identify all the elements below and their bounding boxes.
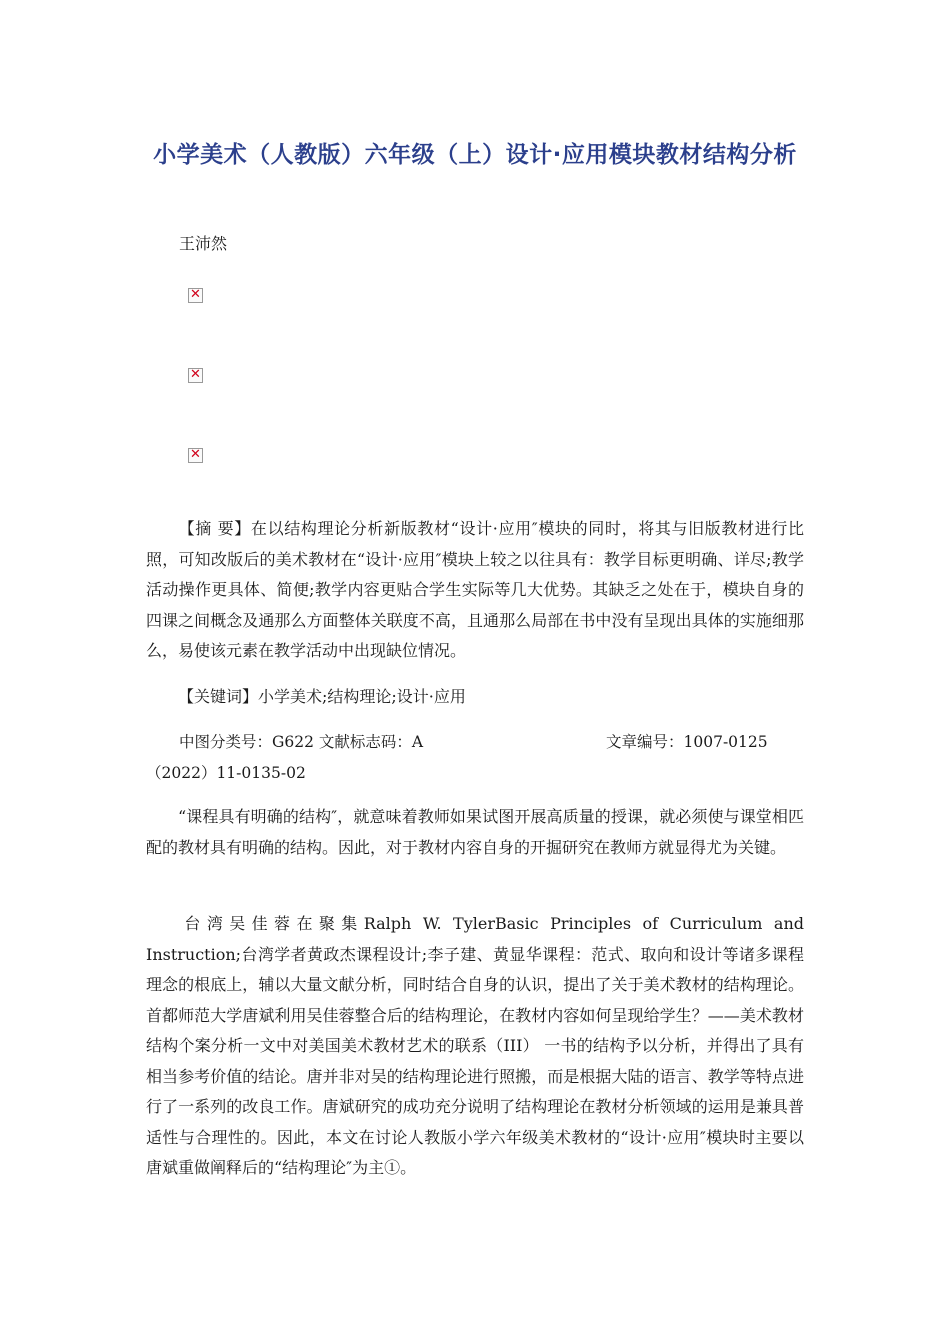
issue-number: （2022）11-0135-02 bbox=[146, 764, 306, 782]
classification-line: 中图分类号：G622 文献标志码：A bbox=[179, 733, 424, 751]
author-name: 王沛然 bbox=[179, 234, 228, 253]
abstract-text: 【摘 要】在以结构理论分析新版教材“设计·应用″模块的同时，将其与旧版教材进行比照，可知改版后的美术教材在“设计·应用″模块上较之以往具有：教学目标更明确、详尽;教学活动操作更具体、简便;教学内容更贴合学生实际等几大优势。其缺乏之处在于，模块自身的四课之间概念及通那么方面整体关联度不高，且通那么局部在书中没有呈现出具体的实施细那么，易使该元素在教学活动中出现缺位情况。 bbox=[146, 519, 804, 660]
article-number: 文章编号：1007-0125 bbox=[606, 733, 768, 751]
keywords-text: 【关键词】小学美术;结构理论;设计·应用 bbox=[178, 687, 466, 706]
article-title: 小学美术（人教版）六年级（上）设计·应用模块教材结构分析 bbox=[153, 142, 797, 168]
broken-image-icon: ✕ bbox=[188, 288, 203, 303]
body-text-1: “课程具有明确的结构″，就意味着教师如果试图开展高质量的授课，就必须使与课堂相匹配的教材具有明确的结构。因此，对于教材内容自身的开掘研究在教师方就显得尤为关键。 bbox=[146, 807, 804, 857]
abstract-paragraph bbox=[146, 514, 804, 667]
broken-image-icon: ✕ bbox=[188, 368, 203, 383]
keywords-paragraph bbox=[146, 682, 804, 713]
body-paragraph-2 bbox=[146, 909, 804, 1184]
body-paragraph-1 bbox=[146, 802, 804, 863]
broken-image-icon: ✕ bbox=[188, 448, 203, 463]
body-text-2: 台湾吴佳蓉在聚集Ralph W. TylerBasic Principles of Curriculum and Instruction;台湾学者黄政杰课程设计;李子建、黄显华课程：范式、取向和设计等诸多课程理念的根底上，辅以大量文献分析，同时结合自身的认识，提出了关于美术教材的结构理论。首都师范大学唐斌利用吴佳蓉整合后的结构理论，在教材内容如何呈现给学生？——美术教材结构个案分析一文中对美国美术教材艺术的联系（III） 一书的结构予以分析，并得出了具有相当参考价值的结论。唐并非对吴的结构理论进行照搬，而是根据大陆的语言、教学等特点进行了一系列的改良工作。唐斌研究的成功充分说明了结构理论在教材分析领域的运用是兼具普适性与合理性的。因此，本文在讨论人教版小学六年级美术教材的“设计·应用″模块时主要以唐斌重做阐释后的“结构理论″为主①。 bbox=[146, 914, 804, 1177]
